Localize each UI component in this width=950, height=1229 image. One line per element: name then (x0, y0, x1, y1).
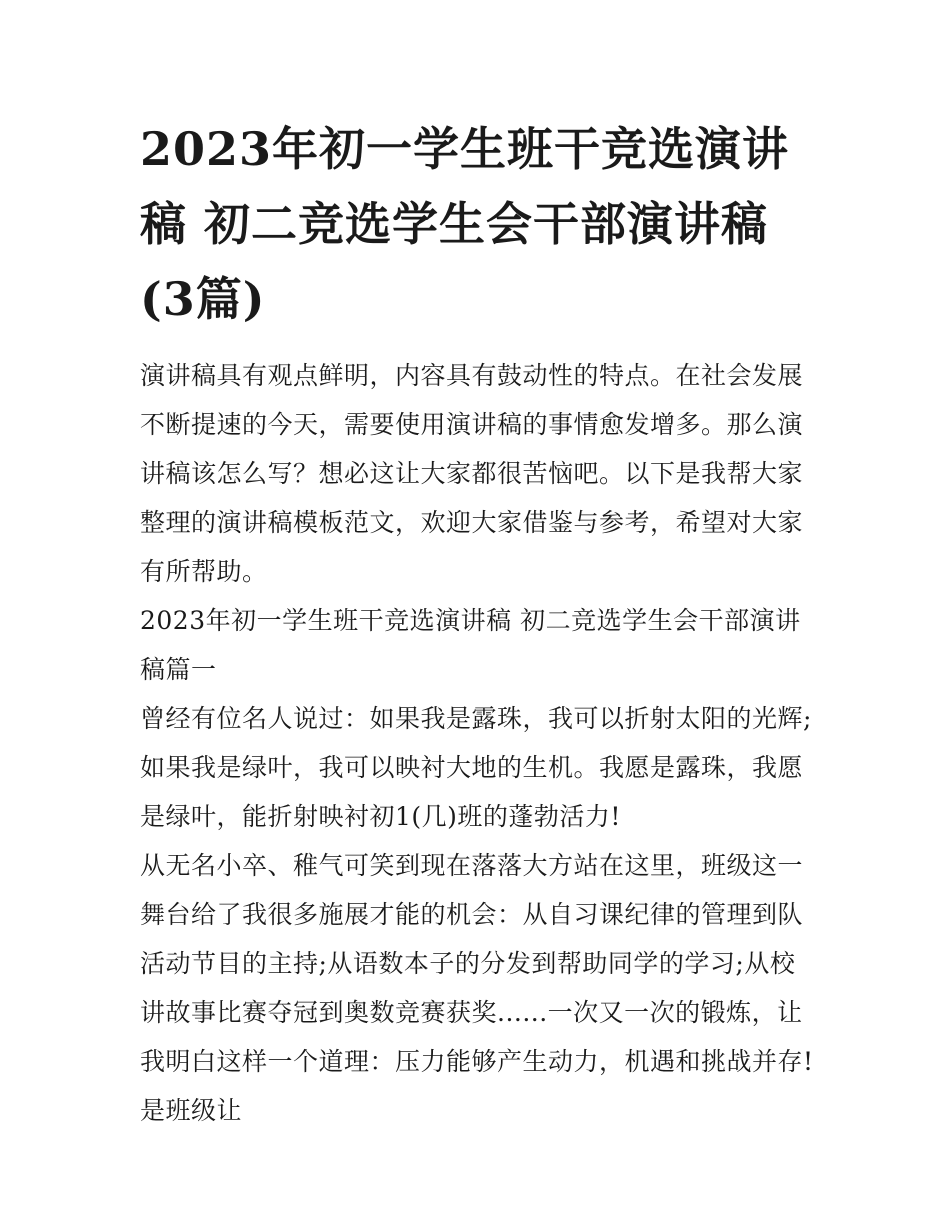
body-paragraph: 曾经有位名人说过：如果我是露珠，我可以折射太阳的光辉;如果我是绿叶，我可以映衬大地的生机。我愿是露珠，我愿是绿叶，能折射映衬初1(几)班的蓬勃活力! (140, 704, 812, 831)
intro-paragraph: 演讲稿具有观点鲜明，内容具有鼓动性的特点。在社会发展不断提速的今天，需要使用演讲稿的事情愈发增多。那么演讲稿该怎么写？想必这让大家都很苦恼吧。以下是我帮大家整理的演讲稿模板范文，欢迎大家借鉴与参考，希望对大家有所帮助。 (140, 361, 804, 586)
body-paragraph: 从无名小卒、稚气可笑到现在落落大方站在这里，班级这一舞台给了我很多施展才能的机会：从自习课纪律的管理到队活动节目的主持;从语数本子的分发到帮助同学的学习;从校讲故事比赛夺冠到奥数竞赛获奖......一次又一次的锻炼，让我明白这样一个道理：压力能够产生动力，机遇和挑战并存!是班级让 (140, 851, 814, 1125)
document-title: 2023年初一学生班干竞选演讲稿 初二竞选学生会干部演讲稿(3篇) (140, 122, 790, 326)
section-heading: 2023年初一学生班干竞选演讲稿 初二竞选学生会干部演讲稿篇一 (140, 606, 801, 684)
document-body (140, 351, 820, 1135)
